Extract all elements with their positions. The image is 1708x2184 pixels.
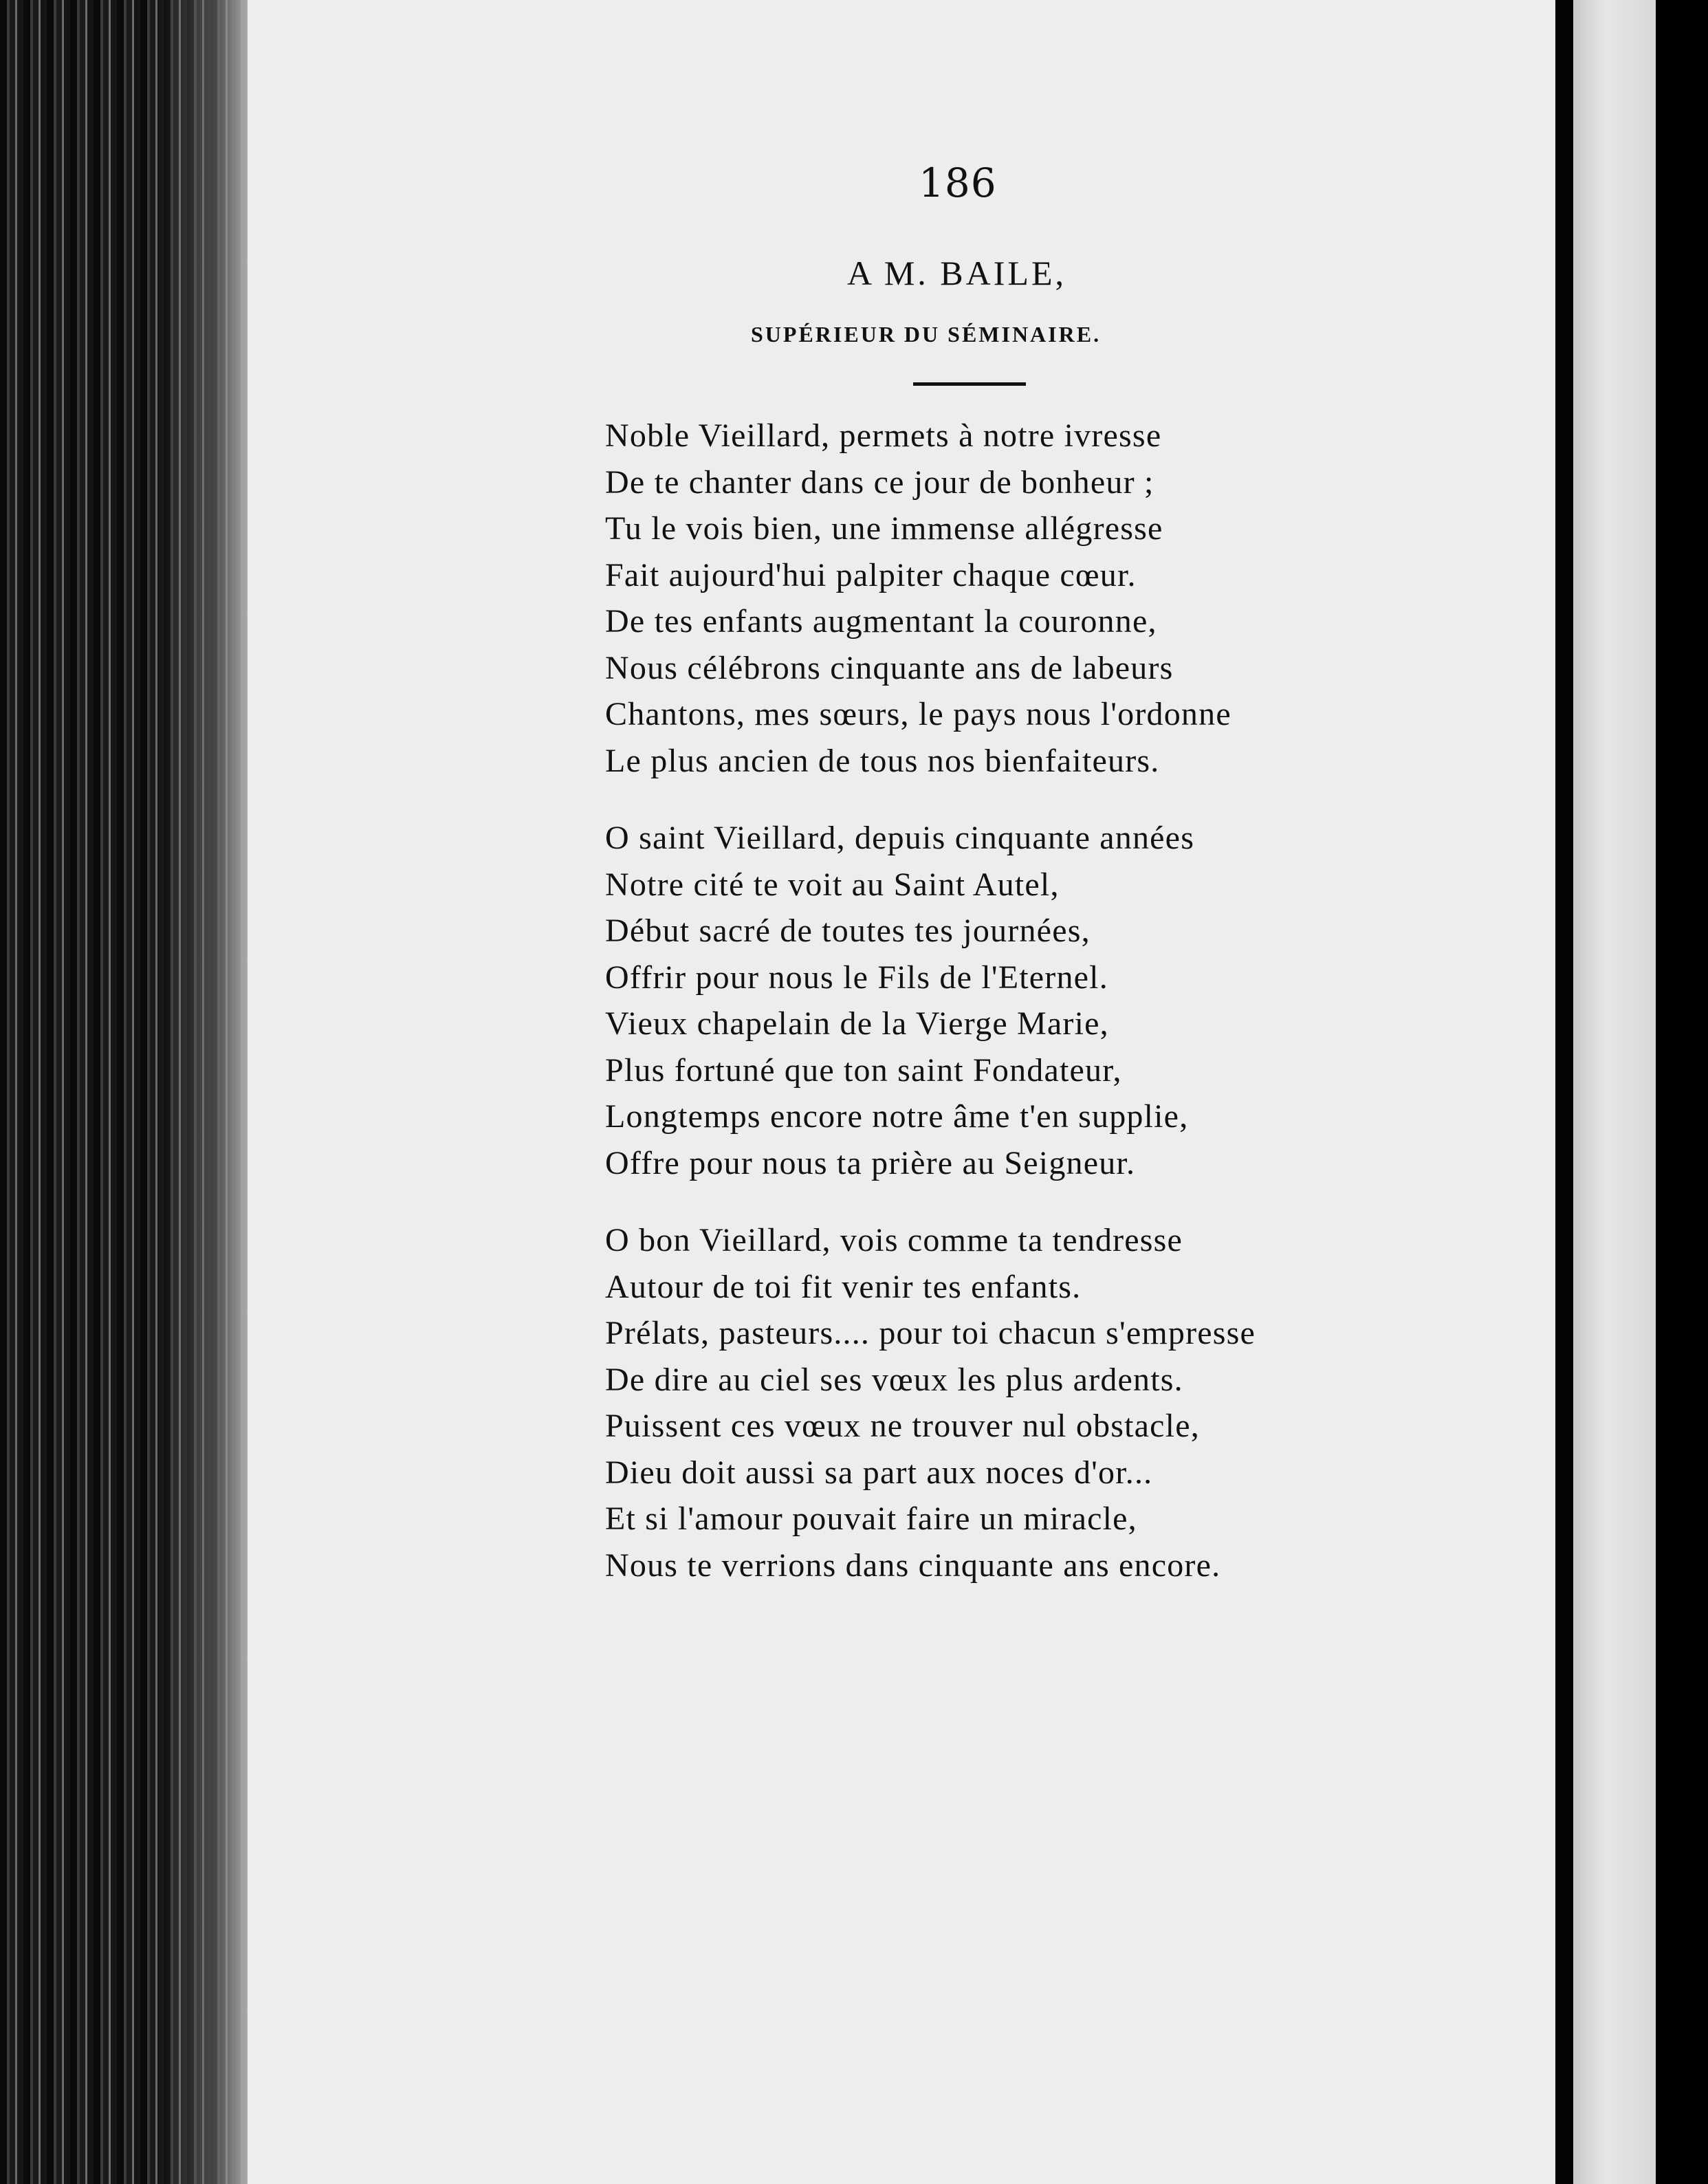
verse-line: Offre pour nous ta prière au Seigneur. xyxy=(605,1144,1136,1181)
stanza-1 xyxy=(605,413,1499,784)
verse-line: Tu le vois bien, une immense allégresse xyxy=(605,510,1163,547)
poem-subtitle: SUPÉRIEUR DU SÉMINAIRE. xyxy=(751,322,1102,347)
gutter-shadow xyxy=(158,0,254,2184)
verse-line: Nous te verrions dans cinquante ans encore. xyxy=(605,1547,1221,1584)
verse-line: Prélats, pasteurs.... pour toi chacun s'empresse xyxy=(605,1315,1256,1351)
verse-line: De dire au ciel ses vœux les plus ardents. xyxy=(605,1361,1183,1398)
title-divider xyxy=(913,382,1026,386)
poem-title: A M. BAILE, xyxy=(847,254,1066,292)
verse-line: Dieu doit aussi sa part aux noces d'or... xyxy=(605,1454,1153,1491)
stanza-2 xyxy=(605,815,1499,1186)
verse-line: Fait aujourd'hui palpiter chaque cœur. xyxy=(605,556,1137,593)
verse-line: Notre cité te voit au Saint Autel, xyxy=(605,866,1060,903)
verse-line: Plus fortuné que ton saint Fondateur, xyxy=(605,1051,1122,1089)
verse-line: Longtemps encore notre âme t'en supplie, xyxy=(605,1098,1189,1135)
scan-border xyxy=(1656,0,1708,2184)
verse-line: O saint Vieillard, depuis cinquante années xyxy=(605,820,1195,856)
poem-body xyxy=(605,413,1499,1588)
next-page-edge xyxy=(1573,0,1656,2184)
verse-line: Puissent ces vœux ne trouver nul obstacle, xyxy=(605,1408,1200,1444)
page-edge-shadow xyxy=(1555,0,1573,2184)
verse-line: Noble Vieillard, permets à notre ivresse xyxy=(605,417,1162,454)
verse-line: De te chanter dans ce jour de bonheur ; xyxy=(605,463,1154,501)
verse-line: Vieux chapelain de la Vierge Marie, xyxy=(605,1005,1109,1042)
verse-line: Le plus ancien de tous nos bienfaiteurs. xyxy=(605,742,1160,779)
verse-line: Début sacré de toutes tes journées, xyxy=(605,913,1091,949)
verse-line: Chantons, mes sœurs, le pays nous l'ordonne xyxy=(605,696,1231,732)
stanza-3 xyxy=(605,1217,1499,1588)
verse-line: Offrir pour nous le Fils de l'Eternel. xyxy=(605,959,1108,996)
verse-line: Nous célébrons cinquante ans de labeurs xyxy=(605,649,1174,686)
verse-line: O bon Vieillard, vois comme ta tendresse xyxy=(605,1222,1183,1258)
page-number: 186 xyxy=(919,160,997,206)
verse-line: Et si l'amour pouvait faire un miracle, xyxy=(605,1500,1137,1537)
verse-line: Autour de toi fit venir tes enfants. xyxy=(605,1268,1082,1305)
verse-line: De tes enfants augmentant la couronne, xyxy=(605,603,1157,640)
